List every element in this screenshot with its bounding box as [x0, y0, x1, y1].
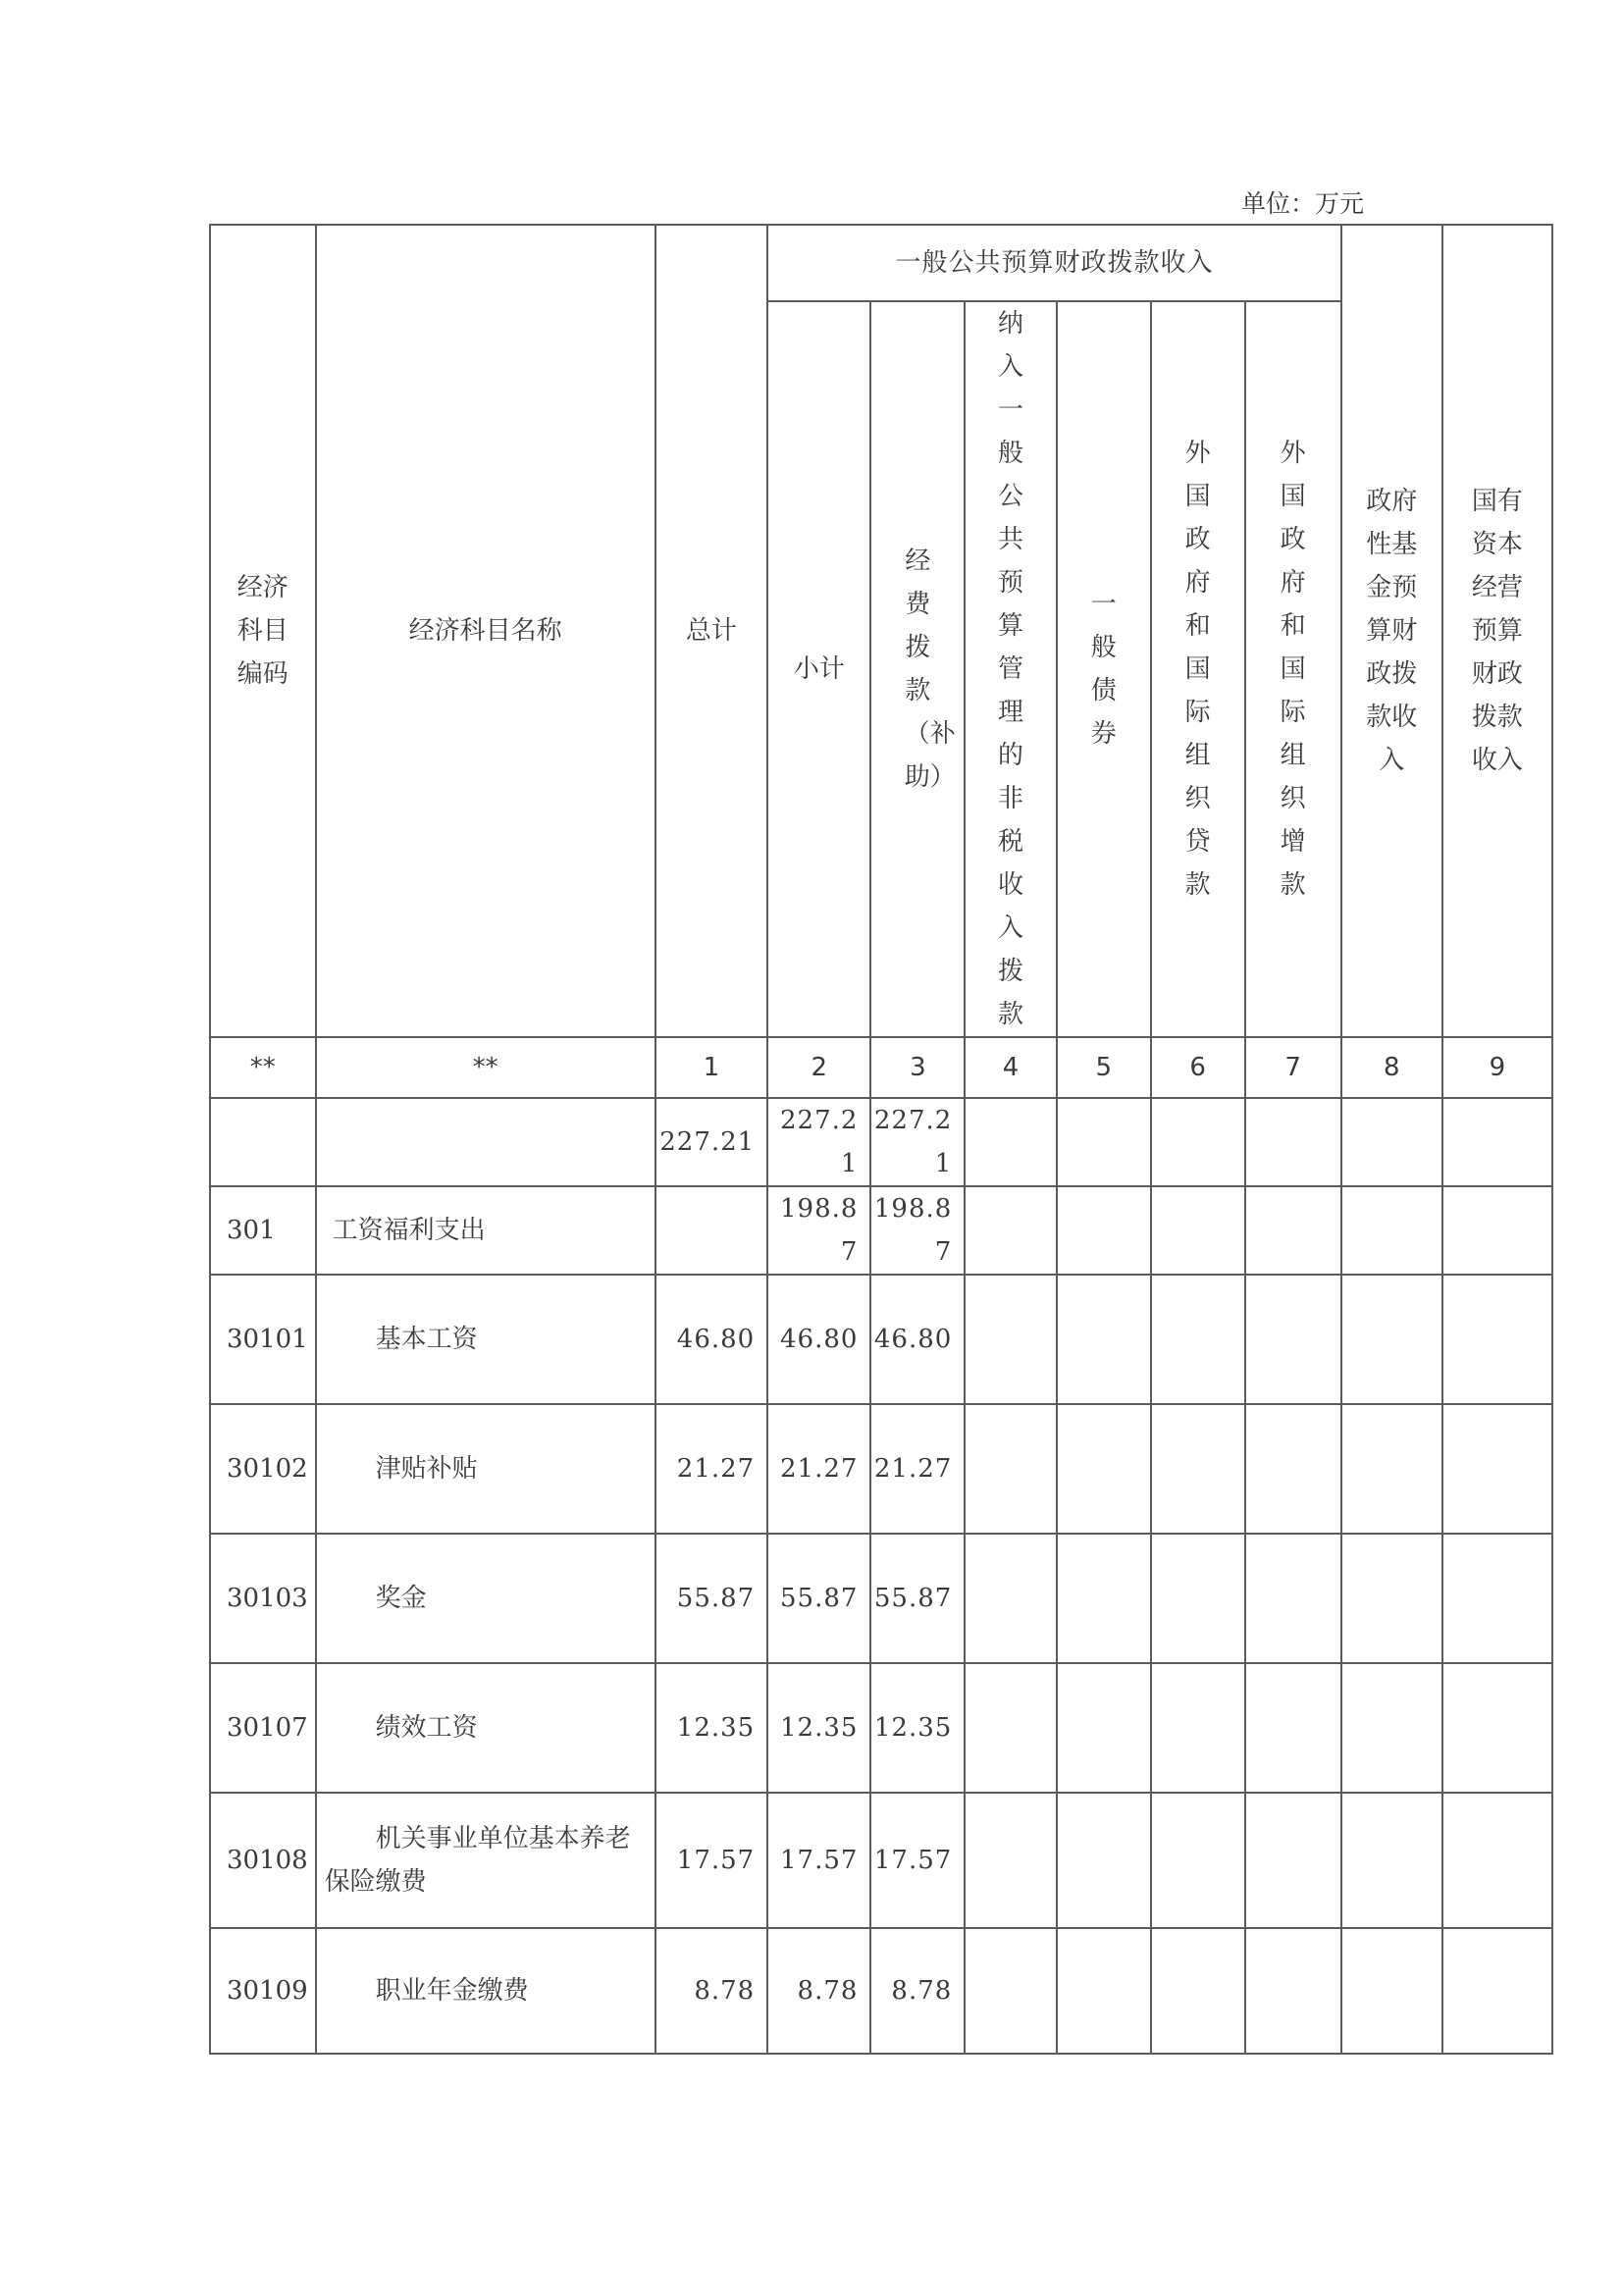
empty-cell — [1151, 1793, 1245, 1928]
name-cell: 津贴补贴 — [316, 1404, 655, 1534]
empty-cell — [1341, 1186, 1442, 1275]
table-row — [210, 1928, 1552, 2054]
name-cell: 基本工资 — [316, 1275, 655, 1404]
header-subtotal: 小计 — [767, 301, 870, 1037]
code-cell: 30109 — [210, 1928, 316, 2054]
total-cell: 227.21 — [655, 1098, 768, 1186]
table-row — [210, 1793, 1552, 1928]
index-cell: 3 — [870, 1037, 965, 1098]
code-cell — [210, 1098, 316, 1186]
empty-cell — [1245, 1404, 1341, 1534]
index-cell: ** — [210, 1037, 316, 1098]
empty-cell — [965, 1793, 1057, 1928]
empty-cell — [1442, 1793, 1552, 1928]
index-cell: ** — [316, 1037, 655, 1098]
empty-cell — [1341, 1404, 1442, 1534]
empty-cell — [1442, 1404, 1552, 1534]
code-cell: 30103 — [210, 1534, 316, 1663]
empty-cell — [1245, 1663, 1341, 1793]
funding-cell: 55.87 — [870, 1534, 965, 1663]
table-row — [210, 1098, 1552, 1186]
empty-cell — [965, 1098, 1057, 1186]
empty-cell — [1245, 1793, 1341, 1928]
empty-cell — [1341, 1534, 1442, 1663]
funding-cell: 46.80 — [870, 1275, 965, 1404]
empty-cell — [1245, 1275, 1341, 1404]
empty-cell — [1245, 1098, 1341, 1186]
index-cell: 9 — [1442, 1037, 1552, 1098]
code-cell: 30107 — [210, 1663, 316, 1793]
empty-cell — [1151, 1186, 1245, 1275]
table-row — [210, 1663, 1552, 1793]
subtotal-cell: 227.21 — [767, 1098, 870, 1186]
unit-label: 单位：万元 — [1241, 189, 1365, 218]
empty-cell — [965, 1928, 1057, 2054]
empty-cell — [1442, 1186, 1552, 1275]
total-cell: 17.57 — [655, 1793, 768, 1928]
subtotal-cell: 8.78 — [767, 1928, 870, 2054]
index-cell: 2 — [767, 1037, 870, 1098]
subtotal-cell: 55.87 — [767, 1534, 870, 1663]
table-row — [210, 1534, 1552, 1663]
empty-cell — [1057, 1186, 1151, 1275]
empty-cell — [1057, 1098, 1151, 1186]
empty-cell — [1341, 1098, 1442, 1186]
empty-cell — [1442, 1928, 1552, 2054]
name-cell: 奖金 — [316, 1534, 655, 1663]
index-cell: 8 — [1341, 1037, 1442, 1098]
total-cell: 8.78 — [655, 1928, 768, 2054]
code-cell: 30101 — [210, 1275, 316, 1404]
empty-cell — [1057, 1404, 1151, 1534]
empty-cell — [1151, 1275, 1245, 1404]
empty-cell — [1151, 1534, 1245, 1663]
name-cell: 职业年金缴费 — [316, 1928, 655, 2054]
empty-cell — [965, 1404, 1057, 1534]
empty-cell — [965, 1275, 1057, 1404]
funding-cell: 21.27 — [870, 1404, 965, 1534]
empty-cell — [1245, 1534, 1341, 1663]
header-bond: 一般债券 — [1057, 301, 1151, 1037]
header-foreign-loan: 外国政府和国际组织贷款 — [1151, 301, 1245, 1037]
subtotal-cell: 12.35 — [767, 1663, 870, 1793]
empty-cell — [1442, 1534, 1552, 1663]
header-general-budget-group: 一般公共预算财政拨款收入 — [767, 225, 1341, 301]
empty-cell — [965, 1663, 1057, 1793]
total-cell: 55.87 — [655, 1534, 768, 1663]
empty-cell — [1341, 1275, 1442, 1404]
funding-cell: 8.78 — [870, 1928, 965, 2054]
header-funding: 经费拨款（补助） — [870, 301, 965, 1037]
index-cell: 4 — [965, 1037, 1057, 1098]
empty-cell — [965, 1186, 1057, 1275]
funding-cell: 227.21 — [870, 1098, 965, 1186]
table-row — [210, 1275, 1552, 1404]
name-cell — [316, 1098, 655, 1186]
name-cell: 机关事业单位基本养老保险缴费 — [316, 1793, 655, 1928]
empty-cell — [1151, 1663, 1245, 1793]
empty-cell — [1245, 1186, 1341, 1275]
code-cell: 30108 — [210, 1793, 316, 1928]
empty-cell — [1057, 1928, 1151, 2054]
total-cell: 12.35 — [655, 1663, 768, 1793]
total-cell: 46.80 — [655, 1275, 768, 1404]
empty-cell — [1151, 1404, 1245, 1534]
funding-cell: 12.35 — [870, 1663, 965, 1793]
header-state-capital: 国有资本经营预算财政拨款收入 — [1442, 225, 1552, 1037]
empty-cell — [1341, 1928, 1442, 2054]
subtotal-cell: 17.57 — [767, 1793, 870, 1928]
empty-cell — [1442, 1275, 1552, 1404]
empty-cell — [1057, 1275, 1151, 1404]
empty-cell — [1341, 1663, 1442, 1793]
empty-cell — [1151, 1928, 1245, 2054]
empty-cell — [965, 1534, 1057, 1663]
index-cell: 7 — [1245, 1037, 1341, 1098]
index-row — [210, 1037, 1552, 1098]
table-row — [210, 1404, 1552, 1534]
subtotal-cell: 46.80 — [767, 1275, 870, 1404]
empty-cell — [1442, 1098, 1552, 1186]
header-total: 总计 — [655, 225, 768, 1037]
empty-cell — [1057, 1663, 1151, 1793]
funding-cell: 198.87 — [870, 1186, 965, 1275]
empty-cell — [1057, 1793, 1151, 1928]
code-cell: 301 — [210, 1186, 316, 1275]
subtotal-cell: 21.27 — [767, 1404, 870, 1534]
subtotal-cell: 198.87 — [767, 1186, 870, 1275]
header-foreign-grant: 外国政府和国际组织增款 — [1245, 301, 1341, 1037]
header-code: 经济科目编码 — [210, 225, 316, 1037]
name-cell: 绩效工资 — [316, 1663, 655, 1793]
index-cell: 1 — [655, 1037, 768, 1098]
empty-cell — [1245, 1928, 1341, 2054]
empty-cell — [1057, 1534, 1151, 1663]
budget-table — [209, 224, 1553, 2055]
funding-cell: 17.57 — [870, 1793, 965, 1928]
empty-cell — [1151, 1098, 1245, 1186]
total-cell: 21.27 — [655, 1404, 768, 1534]
header-non-tax: 纳入一般公共预算管理的非税收入拨款 — [965, 301, 1057, 1037]
empty-cell — [1341, 1793, 1442, 1928]
empty-cell — [1442, 1663, 1552, 1793]
header-name: 经济科目名称 — [316, 225, 655, 1037]
index-cell: 6 — [1151, 1037, 1245, 1098]
total-cell — [655, 1186, 768, 1275]
table-row — [210, 1186, 1552, 1275]
name-cell: 工资福利支出 — [316, 1186, 655, 1275]
header-gov-fund: 政府性基金预算财政拨款收入 — [1341, 225, 1442, 1037]
code-cell: 30102 — [210, 1404, 316, 1534]
index-cell: 5 — [1057, 1037, 1151, 1098]
